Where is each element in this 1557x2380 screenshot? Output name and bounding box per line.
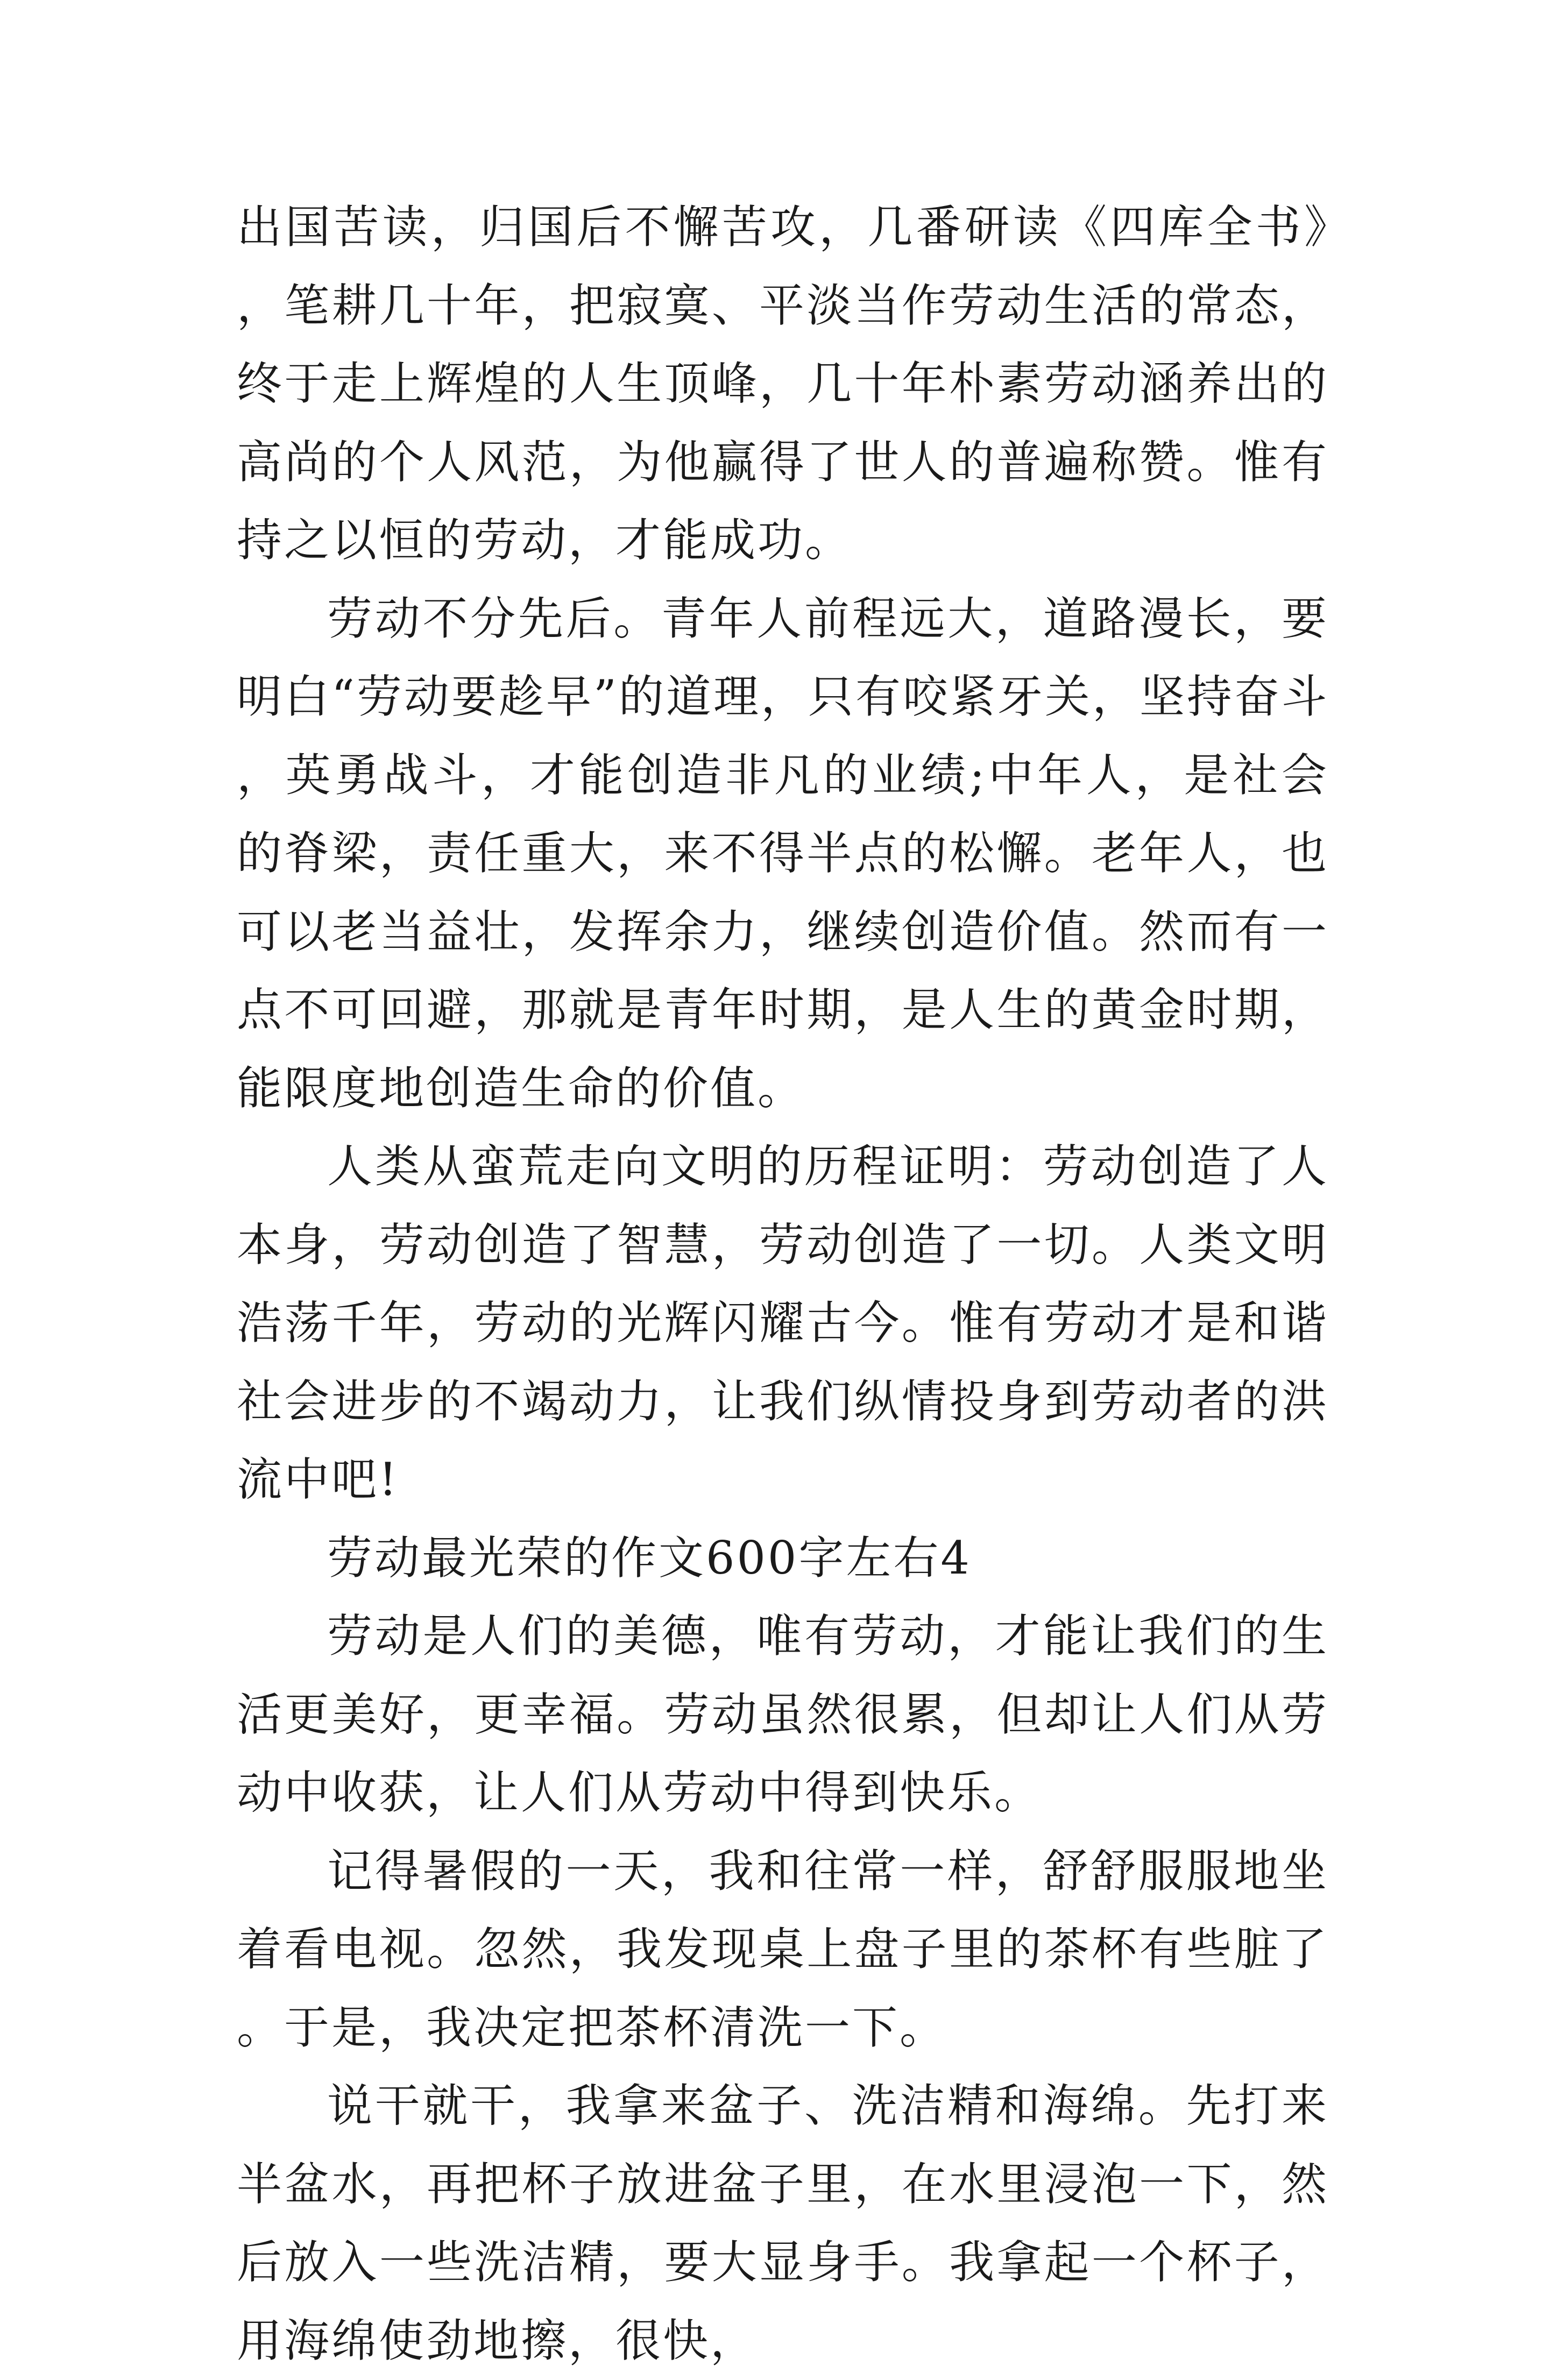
section-paragraph-1: 劳动是人们的美德，唯有劳动，才能让我们的生活更美好，更幸福。劳动虽然很累，但却让人们从劳动中收获，让人们从劳动中得到快乐。 xyxy=(237,1610,1329,1819)
paragraph-1: 出国苦读，归国后不懈苦攻，几番研读《四库全书》，笔耕几十年，把寂寞、平淡当作劳动生活的常态，终于走上辉煌的人生顶峰，几十年朴素劳动涵养出的高尚的个人风范，为他赢得了世人的普遍称赞。惟有持之以恒的劳动，才能成功。 xyxy=(237,201,1329,566)
document-body xyxy=(237,188,1329,2380)
paragraph-2: 劳动不分先后。青年人前程远大，道路漫长，要明白“劳动要趁早”的道理，只有咬紧牙关，坚持奋斗，英勇战斗，才能创造非凡的业绩;中年人，是社会的脊梁，责任重大，来不得半点的松懈。老年人，也可以老当益壮，发挥余力，继续创造价值。然而有一点不可回避，那就是青年时期，是人生的黄金时期，能限度地创造生命的价值。 xyxy=(237,592,1329,1115)
paragraph-3: 人类从蛮荒走向文明的历程证明：劳动创造了人本身，劳动创造了智慧，劳动创造了一切。人类文明浩荡千年，劳动的光辉闪耀古今。惟有劳动才是和谐社会进步的不竭动力，让我们纵情投身到劳动者的洪流中吧! xyxy=(237,1140,1329,1506)
section-paragraph-3: 说干就干，我拿来盆子、洗洁精和海绵。先打来半盆水，再把杯子放进盆子里，在水里浸泡一下，然后放入一些洗洁精，要大显身手。我拿起一个杯子，用海绵使劲地擦，很快， xyxy=(237,2079,1329,2367)
section-paragraph-2: 记得暑假的一天，我和往常一样，舒舒服服地坐着看电视。忽然，我发现桌上盘子里的茶杯有些脏了。于是，我决定把茶杯清洗一下。 xyxy=(237,1844,1329,2054)
section-heading: 劳动最光荣的作文600字左右4 xyxy=(327,1531,972,1584)
